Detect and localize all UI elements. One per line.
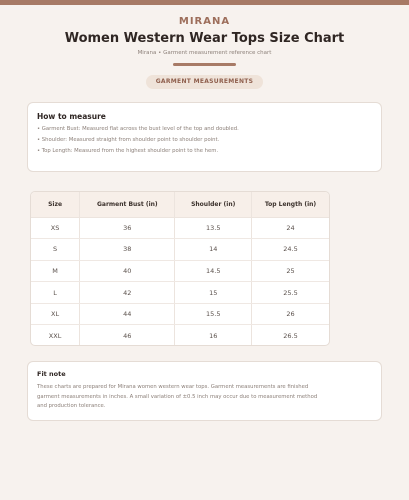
table-row [31, 239, 329, 261]
cell-size: L [31, 282, 80, 304]
fit-note-text: These charts are prepared for Mirana women western wear tops. Garment measurements are finished garment measurements in inches. A small variation of ±0.5 inch may occur due to measurement method and production tolerance. [37, 384, 318, 409]
measure-item-bust: • Garment Bust: Measured flat across the bust level of the top and doubled. [37, 126, 239, 132]
title-divider [173, 63, 236, 66]
cell-shoulder: 16 [175, 325, 252, 346]
table-row [31, 325, 329, 346]
cell-shoulder: 15.5 [175, 303, 252, 325]
measure-item-shoulder: • Shoulder: Measured straight from shoulder point to shoulder point. [37, 137, 220, 143]
cell-bust: 40 [80, 260, 175, 282]
size-chart-table [30, 191, 330, 346]
table-row [31, 282, 329, 304]
cell-size: XXL [31, 325, 80, 346]
cell-size: XS [31, 217, 80, 239]
header-size: Size [31, 192, 80, 217]
section-pill: GARMENT MEASUREMENTS [146, 75, 263, 89]
fit-note-title: Fit note [37, 370, 66, 378]
cell-length: 25.5 [252, 282, 330, 304]
cell-length: 24.5 [252, 239, 330, 261]
cell-shoulder: 14.5 [175, 260, 252, 282]
cell-shoulder: 14 [175, 239, 252, 261]
cell-bust: 42 [80, 282, 175, 304]
page-title: Women Western Wear Tops Size Chart [64, 31, 345, 46]
cell-bust: 36 [80, 217, 175, 239]
fit-note-card [27, 361, 382, 421]
table-header-row [31, 192, 329, 217]
brand-name: MIRANA [178, 16, 231, 27]
cell-length: 25 [252, 260, 330, 282]
header-length: Top Length (in) [252, 192, 330, 217]
how-to-measure-title: How to measure [37, 112, 106, 121]
table-row [31, 260, 329, 282]
cell-size: S [31, 239, 80, 261]
top-accent-bar [0, 0, 409, 5]
cell-length: 24 [252, 217, 330, 239]
cell-size: XL [31, 303, 80, 325]
table-row [31, 217, 329, 239]
cell-bust: 44 [80, 303, 175, 325]
cell-length: 26.5 [283, 332, 298, 341]
how-to-measure-card [27, 102, 382, 172]
cell-size: M [31, 260, 80, 282]
cell-shoulder: 13.5 [175, 217, 252, 239]
cell-shoulder: 15 [175, 282, 252, 304]
cell-length: 26 [252, 303, 330, 325]
page-subtitle: Mirana • Garment measurement reference chart [137, 50, 272, 56]
measure-item-length: • Top Length: Measured from the highest shoulder point to the hem. [37, 148, 219, 154]
table-row [31, 303, 329, 325]
header-bust: Garment Bust (in) [80, 192, 175, 217]
header-shoulder: Shoulder (in) [175, 192, 252, 217]
cell-bust: 38 [80, 239, 175, 261]
cell-bust: 46 [80, 325, 175, 346]
